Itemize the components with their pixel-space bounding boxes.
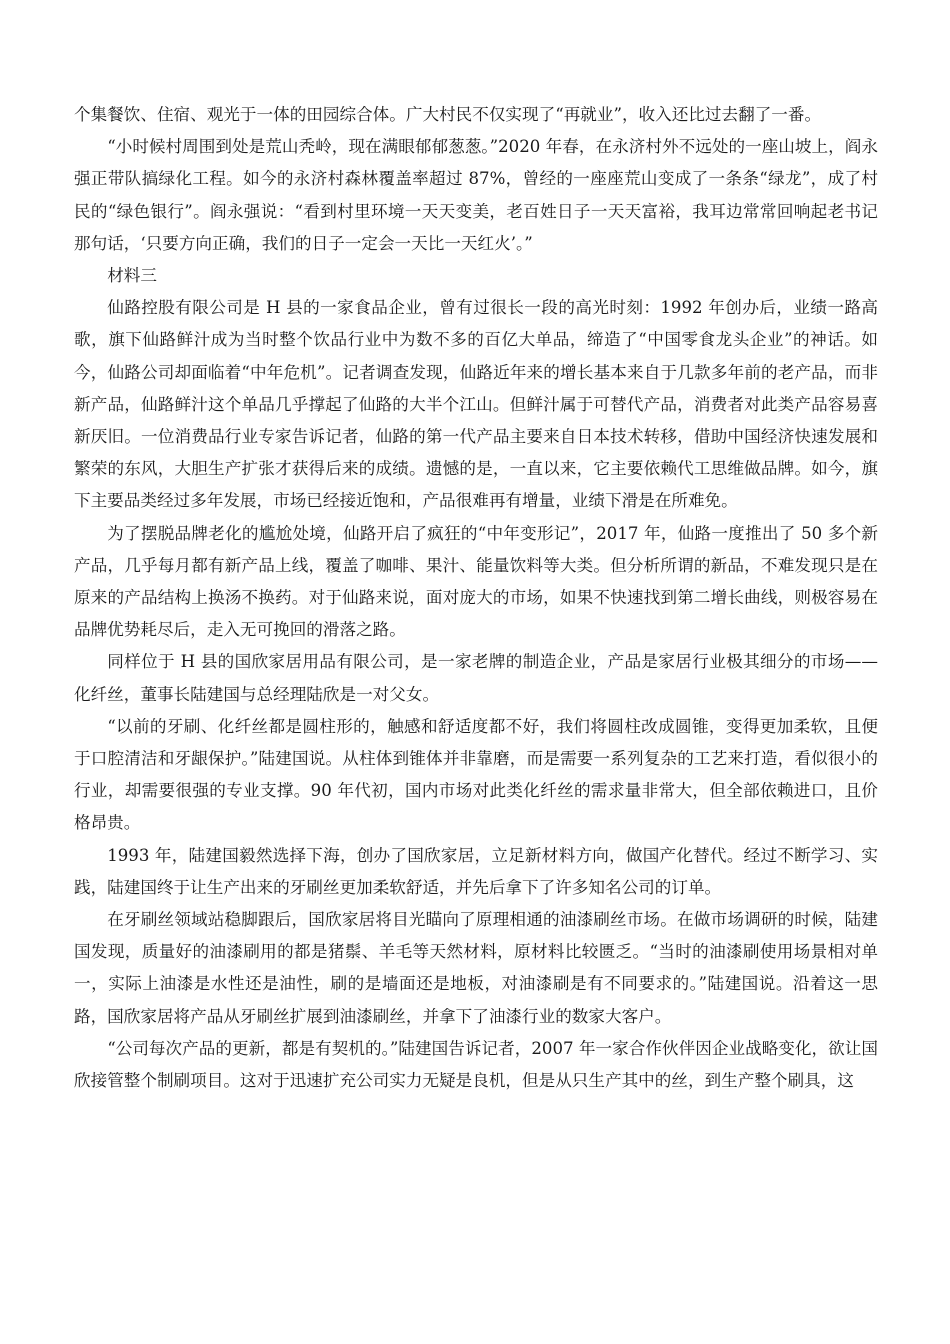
paragraph-guoxin-intro: 同样位于 H 县的国欣家居用品有限公司，是一家老牌的制造企业，产品是家居行业极其细分的市场——化纤丝，董事长陆建国与总经理陆欣是一对父女。: [74, 652, 878, 704]
paragraph-afforestation: “小时候村周围到处是荒山秃岭，现在满眼郁郁葱葱。”2020 年春，在永济村外不远处的一座山坡上，阎永强正带队搞绿化工程。如今的永济村森林覆盖率超过 87%，曾经的一座座荒山变成了一条条“绿龙”，成了村民的“绿色银行”。阎永强说：“看到村里环境一天天变美，老百姓日子一天天富裕，我耳边常常回响起老书记那句话，‘只要方向正确，我们的日子一定会一天比一天红火’。”: [74, 137, 878, 253]
paragraph-guoxin-1993: 1993 年，陆建国毅然选择下海，创办了国欣家居，立足新材料方向，做国产化替代。经过不断学习、实践，陆建国终于让生产出来的牙刷丝更加柔软舒适，并先后拿下了许多知名公司的订单。: [74, 845, 878, 897]
paragraph-xianlu-transformation: 为了摆脱品牌老化的尴尬处境，仙路开启了疯狂的“中年变形记”，2017 年，仙路一度推出了 50 多个新产品，几乎每月都有新产品上线，覆盖了咖啡、果汁、能量饮料等大类。但分析所谓的新品，不难发现只是在原来的产品结构上换汤不换药。对于仙路来说，面对庞大的市场，如果不快速找到第二增长曲线，则极容易在品牌优势耗尽后，走入无可挽回的滑落之路。: [74, 523, 878, 640]
paragraph-guoxin-paintbrush: 在牙刷丝领域站稳脚跟后，国欣家居将目光瞄向了原理相通的油漆刷丝市场。在做市场调研的时候，陆建国发现，质量好的油漆刷用的都是猪鬃、羊毛等天然材料，原材料比较匮乏。“当时的油漆刷使用场景相对单一，实际上油漆是水性还是油性，刷的是墙面还是地板，对油漆刷是有不同要求的。”陆建国说。沿着这一思路，国欣家居将产品从牙刷丝扩展到油漆刷丝，并拿下了油漆行业的数家大客户。: [74, 910, 878, 1026]
paragraph-xianlu-intro: 仙路控股有限公司是 H 县的一家食品企业，曾有过很长一段的高光时刻：1992 年创办后，业绩一路高歌，旗下仙路鲜汁成为当时整个饮品行业中为数不多的百亿大单品，缔造了“中国零食龙头企业”的神话。如今，仙路公司却面临着“中年危机”。记者调查发现，仙路近年来的增长基本来自于几款多年前的老产品，而非新产品，仙路鲜汁这个单品几乎撑起了仙路的大半个江山。但鲜汁属于可替代产品，消费者对此类产品容易喜新厌旧。一位消费品行业专家告诉记者，仙路的第一代产品主要来自日本技术转移，借助中国经济快速发展和繁荣的东风，大胆生产扩张才获得后来的成绩。遗憾的是，一直以来，它主要依赖代工思维做品牌。如今，旗下主要品类经过多年发展，市场已经接近饱和，产品很难再有增量，业绩下滑是在所难免。: [74, 298, 878, 511]
paragraph-continuation: 个集餐饮、住宿、观光于一体的田园综合体。广大村民不仅实现了“再就业”，收入还比过去翻了一番。: [74, 105, 822, 124]
paragraph-guoxin-toothbrush: “以前的牙刷、化纤丝都是圆柱形的，触感和舒适度都不好，我们将圆柱改成圆锥，变得更加柔软，且便于口腔清洁和牙龈保护。”陆建国说。从柱体到锥体并非靠磨，而是需要一系列复杂的工艺来打造，看似很小的行业，却需要很强的专业支撑。90 年代初，国内市场对此类化纤丝的需求量非常大，但全部依赖进口，且价格昂贵。: [74, 716, 878, 833]
section-heading-material-3: 材料三: [107, 266, 157, 286]
paragraph-guoxin-2007: “公司每次产品的更新，都是有契机的。”陆建国告诉记者，2007 年一家合作伙伴因企业战略变化，欲让国欣接管整个制刷项目。这对于迅速扩充公司实力无疑是良机，但是从只生产其中的丝，到生产整个刷具，这: [74, 1038, 878, 1091]
